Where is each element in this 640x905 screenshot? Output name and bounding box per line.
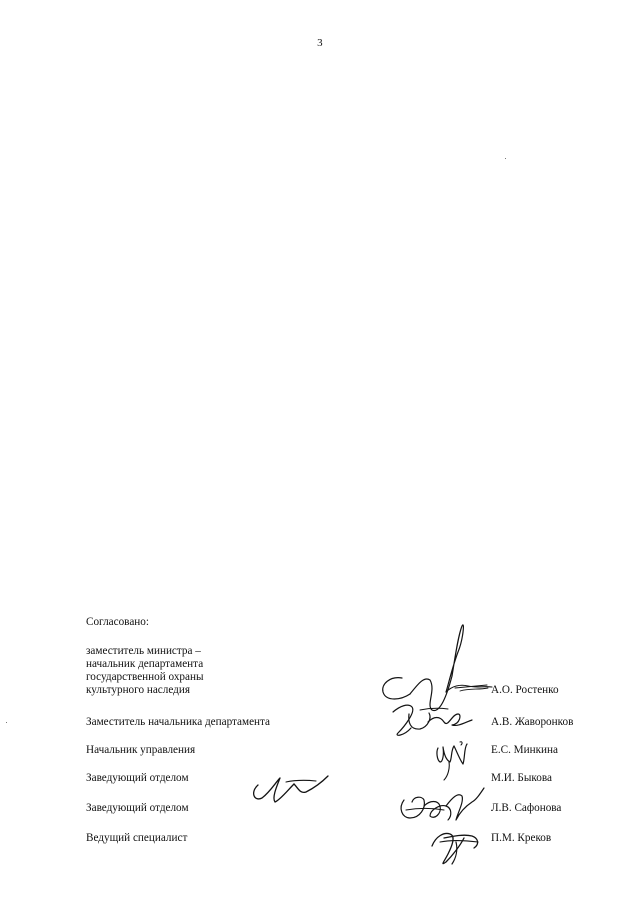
signatory-name: А.О. Ростенко (491, 684, 559, 696)
signatory-name: А.В. Жаворонков (491, 716, 574, 728)
signatory-name: Е.С. Минкина (491, 744, 558, 756)
role-line: начальник департамента (86, 658, 204, 670)
role-line: Заведующий отделом (86, 772, 189, 784)
role-line: Заведующий отделом (86, 802, 189, 814)
signature-rostenko-icon (383, 625, 492, 711)
signature-bykova-icon (254, 776, 328, 802)
signatory-role (86, 716, 270, 729)
signatory-name: М.И. Быкова (491, 772, 552, 784)
role-line: Начальник управления (86, 744, 196, 756)
role-line: Заместитель начальника департамента (86, 716, 271, 728)
scan-speck (505, 158, 506, 159)
page-number: 3 (317, 37, 323, 49)
signatory-name: П.М. Креков (491, 832, 552, 844)
signatory-role (86, 772, 189, 785)
signatory-role (86, 832, 187, 845)
approval-heading: Согласовано: (86, 616, 149, 628)
signature-minkina-icon (437, 742, 467, 780)
signatory-name: Л.В. Сафонова (491, 802, 562, 814)
signatory-role (86, 744, 195, 757)
role-line: Ведущий специалист (86, 832, 188, 844)
signature-krekov-icon (432, 834, 478, 865)
signatory-role (86, 802, 189, 815)
role-line: заместитель министра – (86, 645, 201, 657)
signatory-role (86, 645, 204, 697)
scan-speck (6, 722, 7, 723)
role-line: культурного наследия (86, 684, 190, 696)
signature-safonova-icon (401, 788, 484, 820)
role-line: государственной охраны (86, 671, 204, 683)
signature-zhavoronkov-icon (393, 705, 472, 735)
